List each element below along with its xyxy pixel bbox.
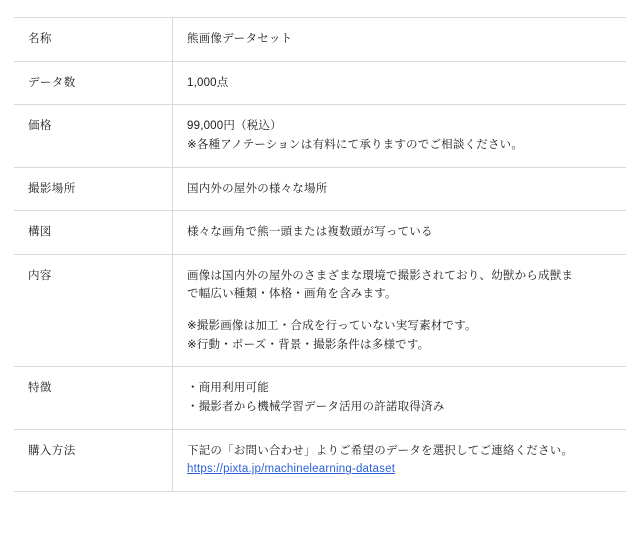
row-value-content <box>173 254 627 367</box>
paragraph-spacer <box>187 304 616 317</box>
table-row <box>14 18 626 62</box>
row-label-location: 撮影場所 <box>14 167 173 211</box>
row-label-content: 内容 <box>14 254 173 367</box>
row-value-location <box>173 167 627 211</box>
row-label-price: 価格 <box>14 105 173 167</box>
table-body <box>14 18 626 492</box>
text-line: 熊画像データセット <box>187 33 293 45</box>
row-value-data-count <box>173 61 627 105</box>
table-row <box>14 61 626 105</box>
text-line: 99,000円（税込） <box>187 120 282 133</box>
row-value-features <box>173 367 627 429</box>
row-value-purchase-method <box>173 429 627 491</box>
row-label-composition: 構図 <box>14 211 173 255</box>
table-row <box>14 367 626 429</box>
row-value-name <box>173 18 627 62</box>
row-label-purchase-method: 購入方法 <box>14 429 173 491</box>
row-label-name: 名称 <box>14 18 173 62</box>
text-line: ・商用利用可能 <box>187 382 269 395</box>
row-label-data-count: データ数 <box>14 61 173 105</box>
table-row <box>14 105 626 167</box>
table-row <box>14 167 626 211</box>
table-row <box>14 211 626 255</box>
text-line: 画像は国内外の屋外のさまざまな環境で撮影されており、幼獣から成獣ま <box>187 269 574 282</box>
table-row <box>14 429 626 491</box>
row-value-price <box>173 105 627 167</box>
text-line: ※各種アノテーションは有料にて承りますのでご相談ください。 <box>187 138 524 151</box>
row-label-features: 特徴 <box>14 367 173 429</box>
specification-table <box>14 17 626 492</box>
text-line: 下記の「お問い合わせ」よりご希望のデータを選択してご連絡ください。 <box>187 444 574 457</box>
text-line: 様々な画角で熊一頭または複数頭が写っている <box>187 226 433 239</box>
dataset-link[interactable]: https://pixta.jp/machinelearning-dataset <box>187 463 396 476</box>
text-line: 1,000点 <box>187 76 229 89</box>
text-line: 国内外の屋外の様々な場所 <box>187 182 328 195</box>
text-line: ・撮影者から機械学習データ活用の許諾取得済み <box>187 400 445 413</box>
text-line: ※撮影画像は加工・合成を行っていない実写素材です。 <box>187 320 477 332</box>
text-line: で幅広い種類・体格・画角を含みます。 <box>187 288 397 301</box>
text-line: ※行動・ポーズ・背景・撮影条件は多様です。 <box>187 338 430 351</box>
table-row <box>14 254 626 367</box>
row-value-composition <box>173 211 627 255</box>
